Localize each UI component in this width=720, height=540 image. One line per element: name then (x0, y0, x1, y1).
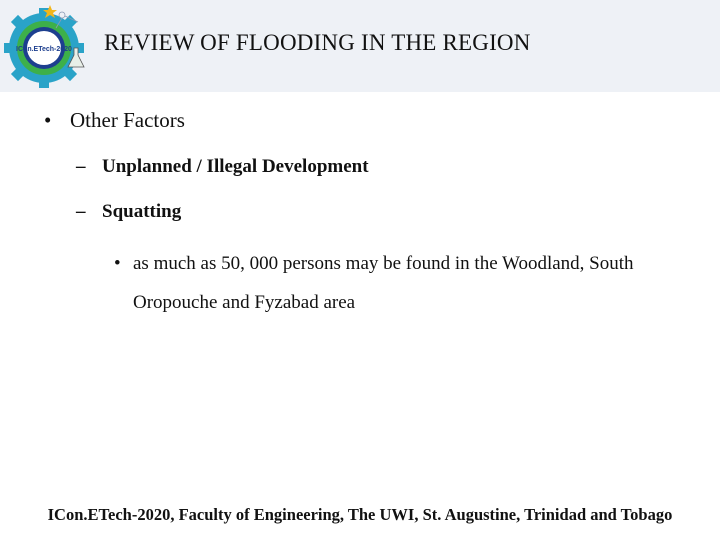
bullet-dot-icon: • (114, 253, 121, 274)
slide-title: REVIEW OF FLOODING IN THE REGION (104, 30, 531, 55)
slide-footer: ICon.ETech-2020, Faculty of Engineering, The UWI, St. Augustine, Trinidad and Tobago (47, 505, 673, 524)
sub-bullet-text: Squatting (102, 201, 182, 222)
detail-bullet-text: as much as 50, 000 persons may be found in the Woodland, South Oropouche and Fyzabad area (133, 253, 634, 313)
slide-header (0, 0, 720, 92)
conference-logo (4, 2, 92, 90)
dash-icon: – (76, 201, 86, 222)
bullet-other-factors (44, 108, 185, 133)
sub-bullet-unplanned (76, 156, 369, 178)
sub-bullet-squatting (76, 201, 181, 223)
sub-bullet-text: Unplanned / Illegal Development (102, 156, 369, 177)
dash-icon: – (76, 156, 86, 177)
logo-text: ICon.ETech-2020 (16, 46, 72, 53)
detail-bullet-population (114, 244, 694, 322)
bullet-dot-icon: • (44, 108, 52, 132)
bullet-text: Other Factors (70, 108, 185, 132)
